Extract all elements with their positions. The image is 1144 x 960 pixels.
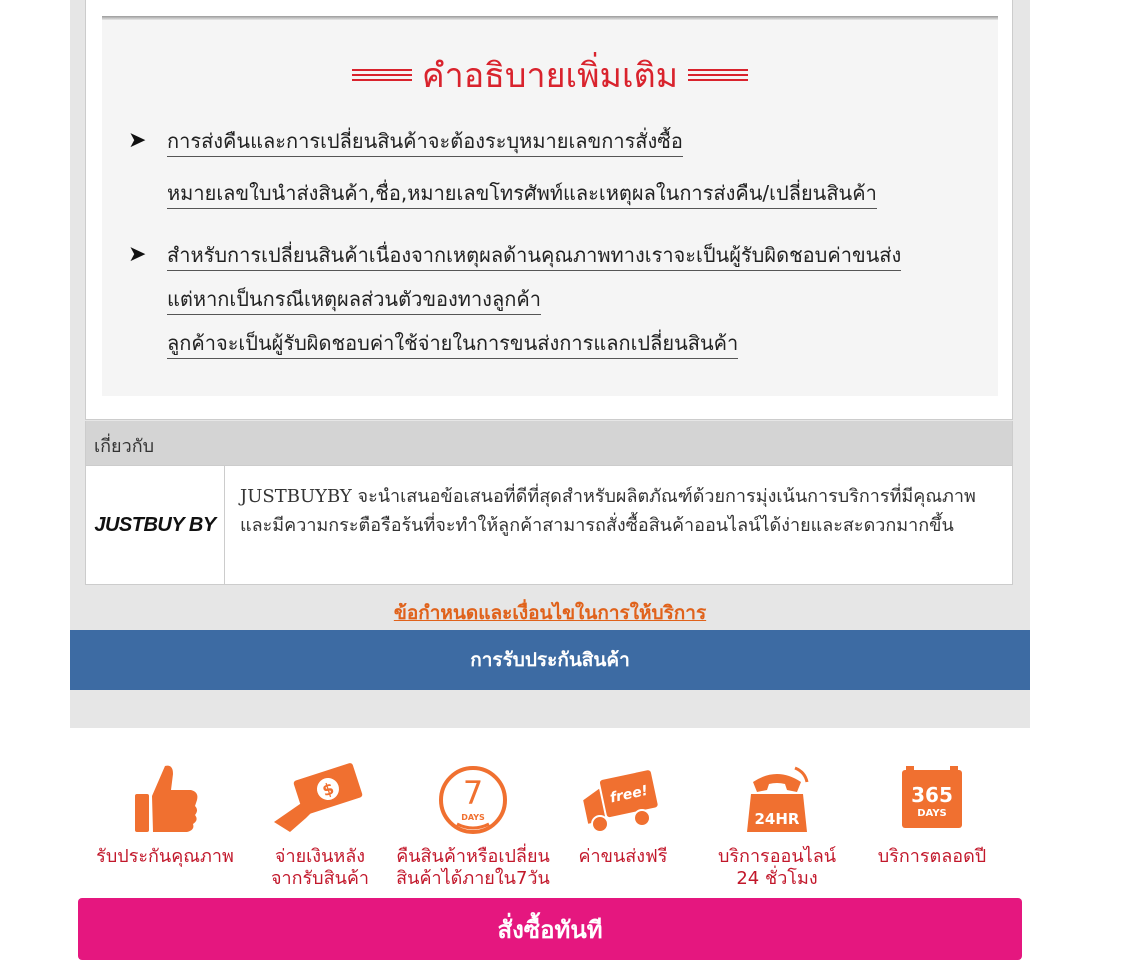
about-header-label: เกี่ยวกับ [94,436,155,457]
feature-cod [245,760,395,900]
about-logo-cell [86,466,225,584]
description-heading [102,52,998,98]
description-line: แต่หากเป็นกรณีเหตุผลส่วนตัวของทางลูกค้า [167,286,541,315]
about-text: JUSTBUYBY จะนำเสนอข้อเสนอที่ดีที่สุดสำหรับผลิตภัณฑ์ด้วยการมุ่งเน้นการบริการที่มีคุณภาพและมีความกระตือรือร้นที่จะทำให้ลูกค้าสามารถสั่งซื้อสินค้าออนไลน์ได้ง่ายและสะดวกมากขึ้น [240,486,976,536]
cash-payment-icon [245,760,395,840]
order-now-button[interactable]: สั่งซื้อทันที [78,898,1022,960]
feature-label: บริการตลอดปี [877,846,987,867]
about-row [85,465,1013,585]
svg-text:$: $ [319,778,337,801]
description-line: ลูกค้าจะเป็นผู้รับผิดชอบค่าใช้จ่ายในการขนส่งการแลกเปลี่ยนสินค้า [167,330,738,359]
feature-label: บริการออนไลน์ 24 ชั่วโมง [717,846,837,889]
thumbs-up-icon [90,760,240,840]
warranty-title: การรับประกันสินค้า [470,649,630,671]
feature-label: ค่าขนส่งฟรี [578,846,668,867]
feature-year-round [857,760,1007,900]
seven-days-number: 7 [462,774,484,812]
365-days-calendar-icon [857,760,1007,840]
feature-label: รับประกันคุณภาพ [96,846,234,867]
feature-label: คืนสินค้าหรือเปลี่ยน สินค้าได้ภายใน7วัน [396,846,550,889]
heading-rule-right [688,69,748,81]
feature-24hr [702,760,852,900]
feature-return [398,760,548,900]
free-delivery-truck-icon [548,760,698,840]
heading-rule-left [352,69,412,81]
divider [102,16,998,20]
feature-label: จ่ายเงินหลัง จากรับสินค้า [270,846,370,889]
feature-quality [90,760,240,900]
365-number: 365 [911,783,953,807]
bullet-arrow-icon: ➤ [128,242,147,267]
description-line: การส่งคืนและการเปลี่ยนสินค้าจะต้องระบุหมายเลขการสั่งซื้อ [167,128,683,157]
365-label: DAYS [917,808,947,819]
heading-text: คำอธิบายเพิ่มเติม [421,56,679,96]
seven-days-icon [398,760,548,840]
feature-free-shipping [548,760,698,900]
about-header [85,421,1013,465]
24hr-phone-icon [702,760,852,840]
seven-days-label: DAYS [461,813,485,822]
bullet-arrow-icon: ➤ [128,128,147,153]
warranty-bar [70,630,1030,690]
justbuyby-logo: JUSTBUY BY [94,513,216,536]
description-line: สำหรับการเปลี่ยนสินค้าเนื่องจากเหตุผลด้านคุณภาพทางเราจะเป็นผู้รับผิดชอบค่าขนส่ง [167,242,901,271]
24hr-label: 24HR [754,810,800,828]
free-label: free! [608,782,650,807]
terms-link[interactable]: ข้อกำหนดและเงื่อนไขในการให้บริการ [393,602,707,624]
description-line: หมายเลขใบนำส่งสินค้า,ชื่อ,หมายเลขโทรศัพท์และเหตุผลในการส่งคืน/เปลี่ยนสินค้า [167,180,877,209]
